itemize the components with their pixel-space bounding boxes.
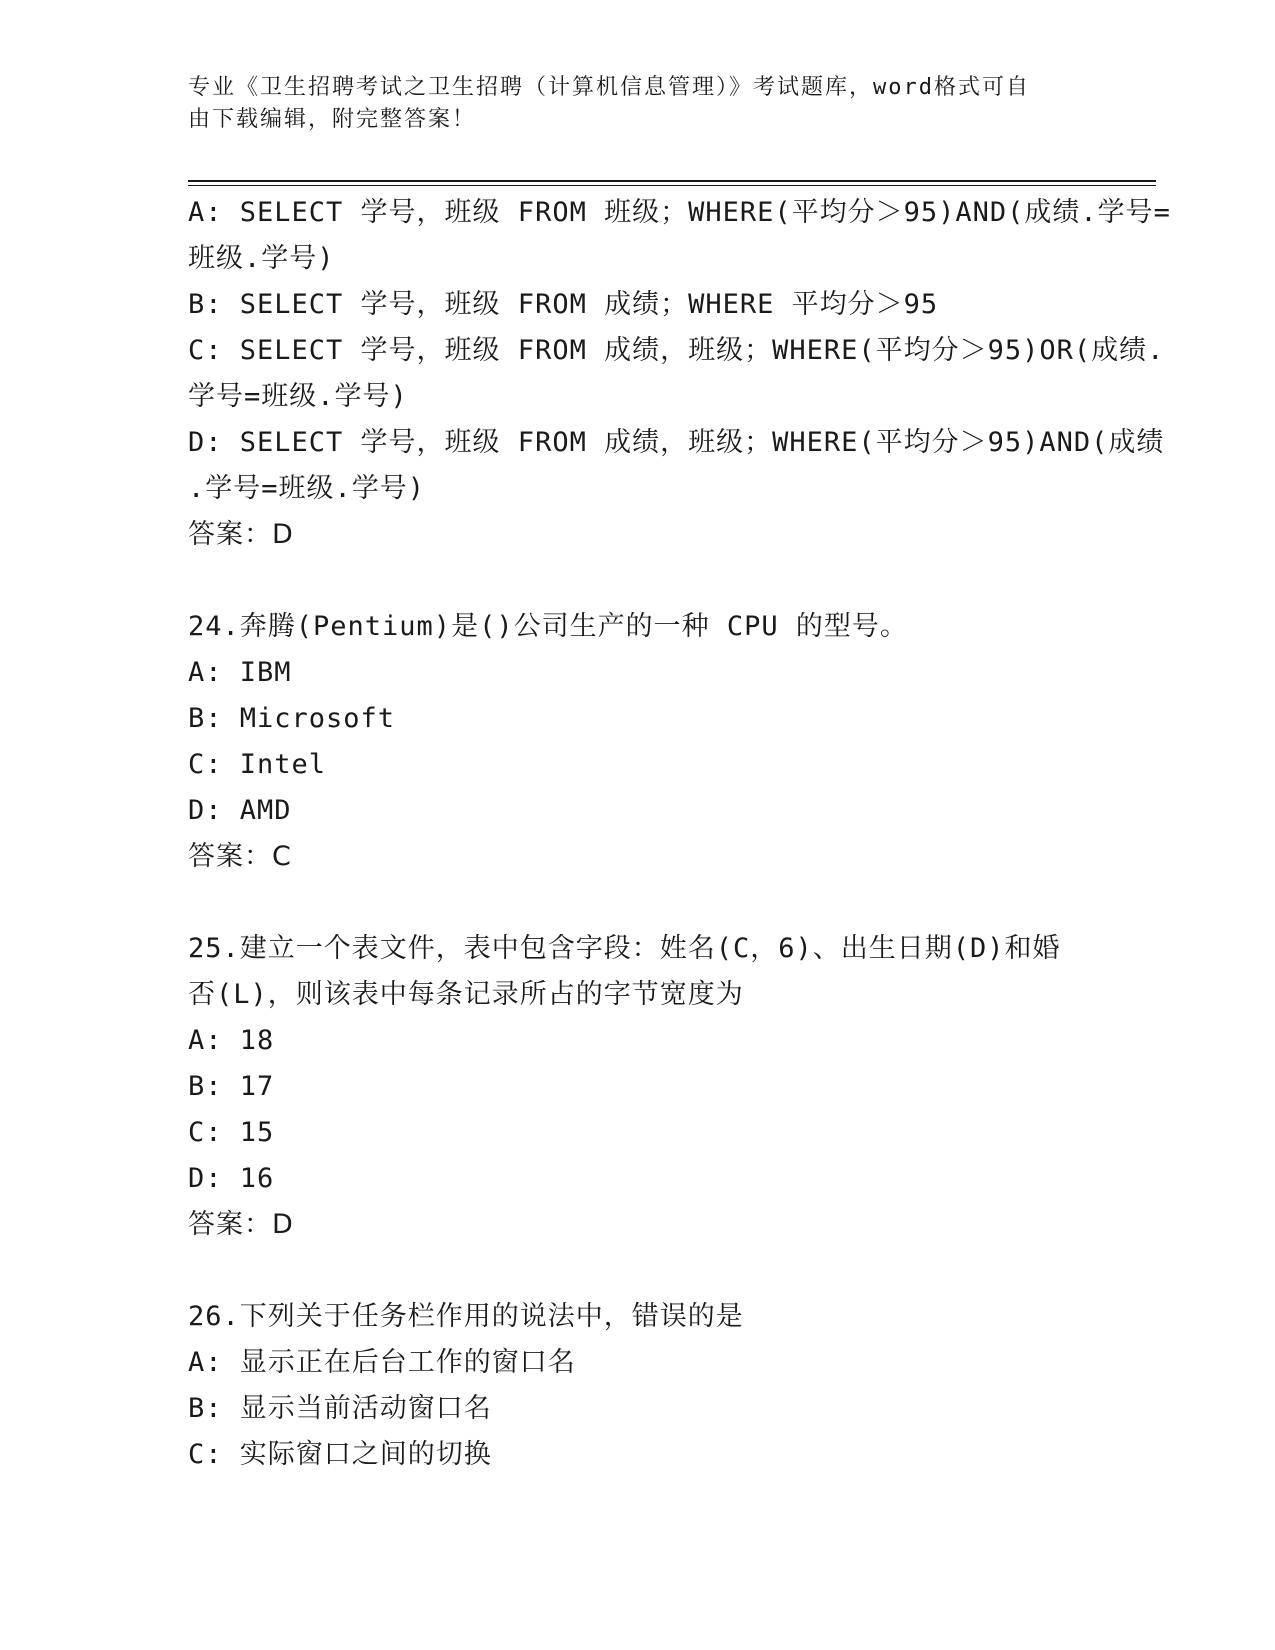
q23-option-a-line-1: A: SELECT 学号，班级 FROM 班级；WHERE(平均分＞95)AND(成绩.学号=: [188, 197, 1171, 228]
q25-question-line-2: 否(L)，则该表中每条记录所占的字节宽度为: [188, 979, 744, 1010]
header-divider-thick: [188, 180, 1156, 182]
q23-option-d-line-2: .学号=班级.学号): [188, 473, 426, 504]
q23-option-c-line-1: C: SELECT 学号，班级 FROM 成绩，班级；WHERE(平均分＞95)OR(成绩.: [188, 335, 1165, 366]
header-divider-thin: [188, 185, 1156, 186]
q26-option-a: A: 显示正在后台工作的窗口名: [188, 1347, 576, 1378]
q23-option-b: B: SELECT 学号，班级 FROM 成绩；WHERE 平均分＞95: [188, 289, 939, 320]
q25-question-line-1: 25.建立一个表文件，表中包含字段：姓名(C，6)、出生日期(D)和婚: [188, 933, 1061, 964]
question-23: [188, 190, 1171, 558]
header-line-2: 由下载编辑，附完整答案！: [188, 107, 477, 132]
q24-question-text: 24.奔腾(Pentium)是()公司生产的一种 CPU 的型号。: [188, 611, 908, 642]
spacer: [188, 880, 1088, 926]
q24-option-a: A: IBM: [188, 657, 292, 688]
q24-option-b: B: Microsoft: [188, 703, 396, 734]
q25-option-a: A: 18: [188, 1025, 275, 1056]
q24-answer: 答案：C: [188, 841, 292, 872]
question-list: [188, 190, 1171, 1478]
q26-option-b: B: 显示当前活动窗口名: [188, 1393, 492, 1424]
spacer: [188, 558, 1088, 604]
q26-question-text: 26.下列关于任务栏作用的说法中，错误的是: [188, 1301, 744, 1332]
q23-option-c-line-2: 学号=班级.学号): [188, 381, 408, 412]
q23-option-d-line-1: D: SELECT 学号，班级 FROM 成绩，班级；WHERE(平均分＞95)AND(成绩: [188, 427, 1165, 458]
spacer: [188, 1248, 1088, 1294]
q23-option-a-line-2: 班级.学号): [188, 243, 335, 274]
q23-answer: 答案：D: [188, 519, 294, 550]
document-header: [188, 72, 1068, 136]
q24-option-c: C: Intel: [188, 749, 327, 780]
question-25: [188, 926, 1088, 1248]
question-24: [188, 604, 1088, 880]
q26-option-c: C: 实际窗口之间的切换: [188, 1439, 492, 1470]
q25-answer: 答案：D: [188, 1209, 294, 1240]
q24-option-d: D: AMD: [188, 795, 292, 826]
q25-option-b: B: 17: [188, 1071, 275, 1102]
q25-option-c: C: 15: [188, 1117, 275, 1148]
q25-option-d: D: 16: [188, 1163, 275, 1194]
question-26: [188, 1294, 1088, 1478]
header-line-1: 专业《卫生招聘考试之卫生招聘（计算机信息管理）》考试题库，word格式可自: [188, 75, 1030, 100]
